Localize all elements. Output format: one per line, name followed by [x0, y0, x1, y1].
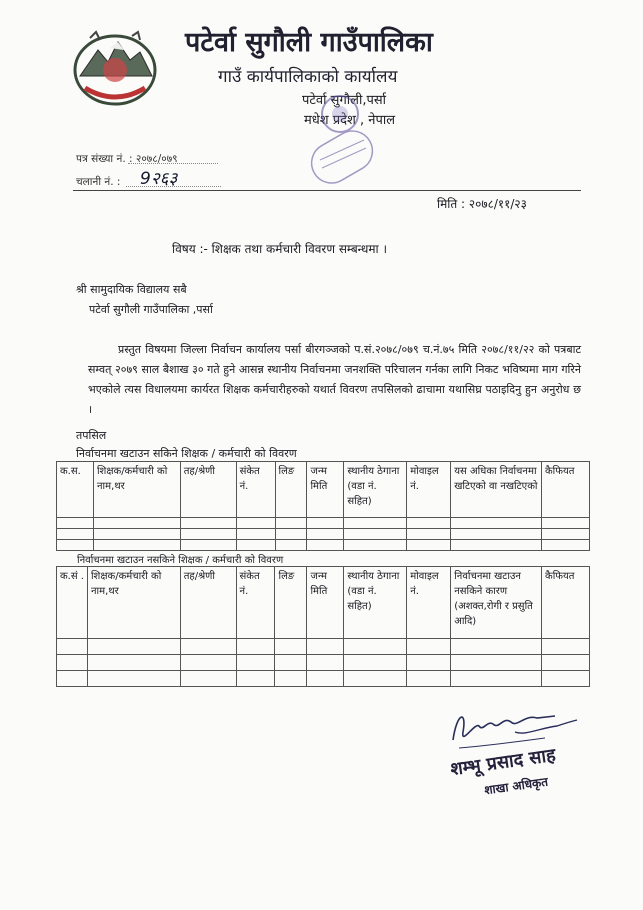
table-header-cell: संकेत नं. — [236, 462, 275, 518]
table-header-cell: मोवाइल नं. — [407, 567, 451, 639]
recipient-line-2: पटेर्वा सुगौली गाउँपालिका ,पर्सा — [89, 303, 213, 316]
table-row — [57, 655, 590, 671]
table-header-cell: शिक्षक/कर्मचारी को नाम,थर — [93, 462, 180, 518]
table-header-cell: स्थानीय ठेगाना (वडा नं. सहित) — [344, 462, 407, 518]
address-line-2: मधेश प्रदेश , नेपाल — [304, 113, 396, 128]
table-header-cell: संकेत नं. — [236, 567, 275, 639]
table-header-row — [57, 462, 590, 518]
table-header-cell: मोवाइल नं. — [407, 462, 451, 518]
table1-title: निर्वाचनमा खटाउन सकिने शिक्षक / कर्मचारी को विवरण — [76, 447, 297, 460]
table-header-cell: निर्वाचनमा खटाउन नसकिने कारण (अशक्त,रोगी र प्रसुति आदि) — [451, 567, 542, 639]
table-header-cell: क.स. — [57, 462, 94, 518]
table-header-cell: तह/श्रेणी — [180, 567, 236, 639]
office-stamp-icon — [302, 92, 382, 187]
body-paragraph: प्रस्तुत विषयमा जिल्ला निर्वाचन कार्यालय पर्सा बीरगञ्जको प.सं.२०७८/०७९ च.नं.७५ मिति २०७८/११/२२ को पत्रबाट सम्वत् २०७९ साल बैशाख ३० गते हुने आसन्न स्थानीय निर्वाचनमा जनशक्ति परिचालन गर्नका लागि निकट भविष्यमा माग गरिने भएकोले त्यस विधालयमा कार्यरत शिक्षक कर्मचारीहरुको यथार्त विवरण तपसिलको ढाचामा यथासिघ्र पठाइदिनु हुन अनुरोध छ । — [88, 343, 581, 416]
dispatch-number: 9२६३ — [140, 169, 178, 189]
tapsil-label: तपसिल — [76, 429, 107, 442]
table-row — [57, 529, 590, 540]
table-header-cell: शिक्षक/कर्मचारी को नाम,थर — [87, 567, 180, 639]
reference-number: पत्र संख्या नं. : २०७८/०७९ — [76, 153, 178, 165]
table-header-cell: जन्म मिति — [307, 462, 344, 518]
table-unavailable-staff — [56, 566, 590, 687]
recipient-line-1: श्री सामुदायिक विद्यालय सबै — [76, 283, 187, 296]
table-header-cell: लिङ — [275, 567, 307, 639]
table-row — [57, 518, 590, 529]
dispatch-label: चलानी नं. : — [76, 176, 121, 188]
table-header-cell: तह/श्रेणी — [180, 462, 236, 518]
table-available-staff — [56, 461, 590, 551]
table-header-cell: स्थानीय ठेगाना (वडा नं. सहित) — [344, 567, 407, 639]
table-header-cell: कैफियत — [541, 462, 589, 518]
table-row — [57, 639, 590, 655]
table-header-row — [57, 567, 590, 639]
table-header-cell: क.सं . — [57, 567, 88, 639]
header-divider — [73, 190, 581, 191]
office-subtitle: गाउँ कार्यपालिकाको कार्यालय — [218, 67, 398, 87]
table-header-cell: जन्म मिति — [307, 567, 344, 639]
table-row — [57, 540, 590, 551]
table-header-cell: कैफियत — [542, 567, 590, 639]
address-line-1: पटेर्वा सुगौली,पर्सा — [302, 93, 386, 108]
nepal-emblem-icon — [70, 28, 160, 108]
signatory-title: शाखा अधिकृत — [483, 774, 549, 798]
table-header-cell: लिङ — [275, 462, 307, 518]
office-title: पटेर्वा सुगौली गाउँपालिका — [185, 27, 433, 58]
signatory-name: शम्भू प्रसाद साह — [449, 744, 557, 781]
table-row — [57, 671, 590, 687]
table2-title: निर्वाचनमा खटाउन नसकिने शिक्षक / कर्मचारी को विवरण — [77, 555, 284, 566]
table-header-cell: यस अधिका निर्वाचनमा खटिएको वा नखटिएको — [451, 462, 542, 518]
letter-date: मिति : २०७८/११/२३ — [437, 197, 527, 211]
subject-line: विषय :- शिक्षक तथा कर्मचारी विवरण सम्बन्धमा । — [172, 242, 388, 256]
